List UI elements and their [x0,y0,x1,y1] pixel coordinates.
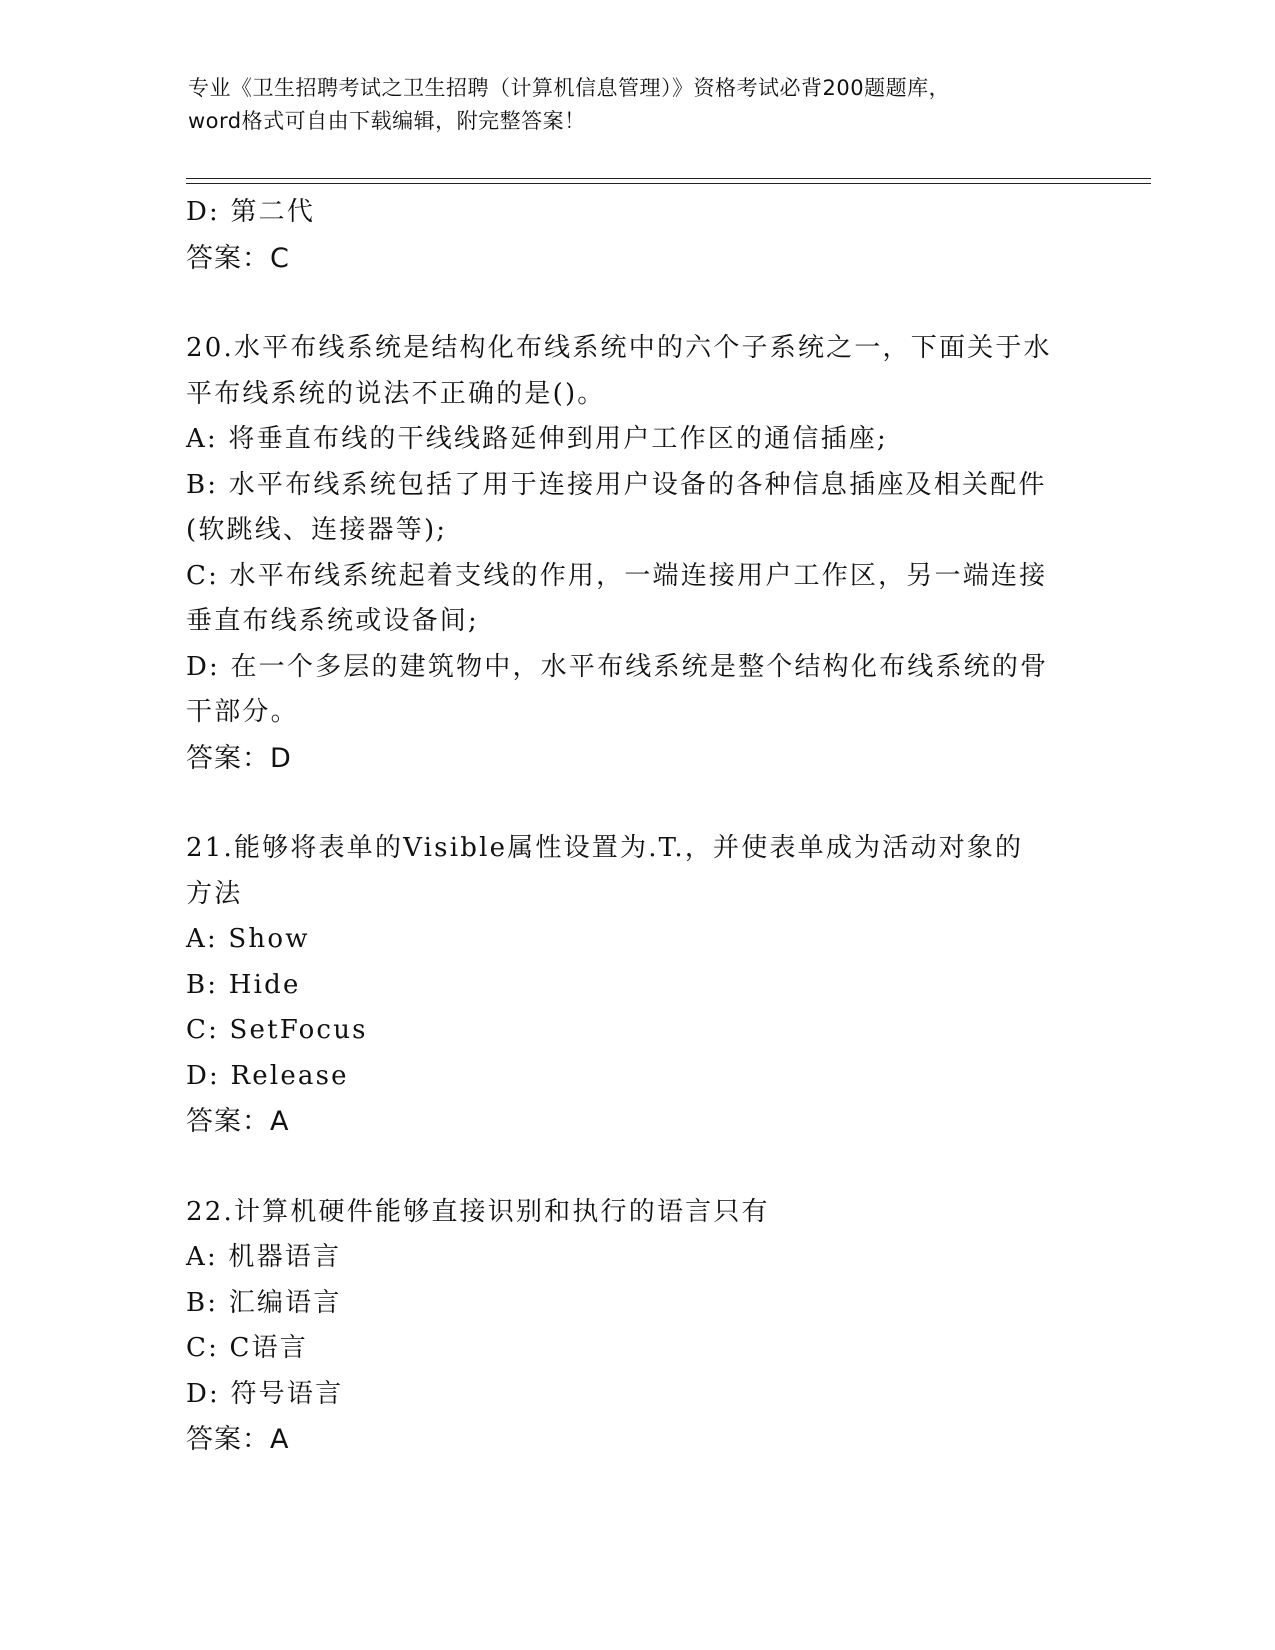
option-c: C: 水平布线系统起着支线的作用，一端连接用户工作区，另一端连接 [186,560,1048,591]
prev-question-option-d: D: 第二代 [186,197,316,227]
spacer [186,281,1086,326]
answer: 答案：D [186,742,292,774]
option-c: C: C语言 [186,1333,309,1363]
option-d: D: 符号语言 [186,1378,344,1409]
option-c: C: SetFocus [186,1015,368,1045]
option-c-continued: 垂直布线系统或设备间; [186,606,479,636]
prev-question-answer: 答案：C [186,242,290,274]
question-stem: 方法 [186,878,243,909]
option-b: B: Hide [186,969,301,1000]
spacer [186,1145,1086,1190]
question-stem: 21.能够将表单的Visible属性设置为.T.，并使表单成为活动对象的 [186,833,1024,863]
header-title-line-2: word格式可自由下载编辑，附完整答案！ [188,109,586,133]
header-divider-bottom [186,183,1151,184]
option-b: B: 汇编语言 [186,1287,342,1318]
option-d: D: Release [186,1060,349,1091]
question-21 [186,826,1086,1145]
option-a: A: 将垂直布线的干线线路延伸到用户工作区的通信插座; [186,424,888,454]
option-d-continued: 干部分。 [186,697,299,727]
option-a: A: 机器语言 [186,1242,342,1272]
header-title-line-1: 专业《卫生招聘考试之卫生招聘（计算机信息管理）》资格考试必背200题题库， [188,76,951,100]
question-20 [186,326,1086,781]
question-stem: 20.水平布线系统是结构化布线系统中的六个子系统之一，下面关于水 [186,333,1052,363]
question-stem: 平布线系统的说法不正确的是()。 [186,378,606,409]
option-d: D: 在一个多层的建筑物中，水平布线系统是整个结构化布线系统的骨 [186,651,1049,682]
header-divider-top [186,178,1151,179]
question-content [186,190,1086,1463]
answer: 答案：A [186,1106,290,1137]
spacer [186,781,1086,826]
question-22 [186,1190,1086,1463]
option-b-continued: (软跳线、连接器等); [186,515,448,545]
document-header [188,72,1088,138]
question-stem: 22.计算机硬件能够直接识别和执行的语言只有 [186,1196,770,1227]
answer: 答案：A [186,1424,290,1455]
option-b: B: 水平布线系统包括了用于连接用户设备的各种信息插座及相关配件 [186,469,1047,500]
option-a: A: Show [186,924,310,954]
